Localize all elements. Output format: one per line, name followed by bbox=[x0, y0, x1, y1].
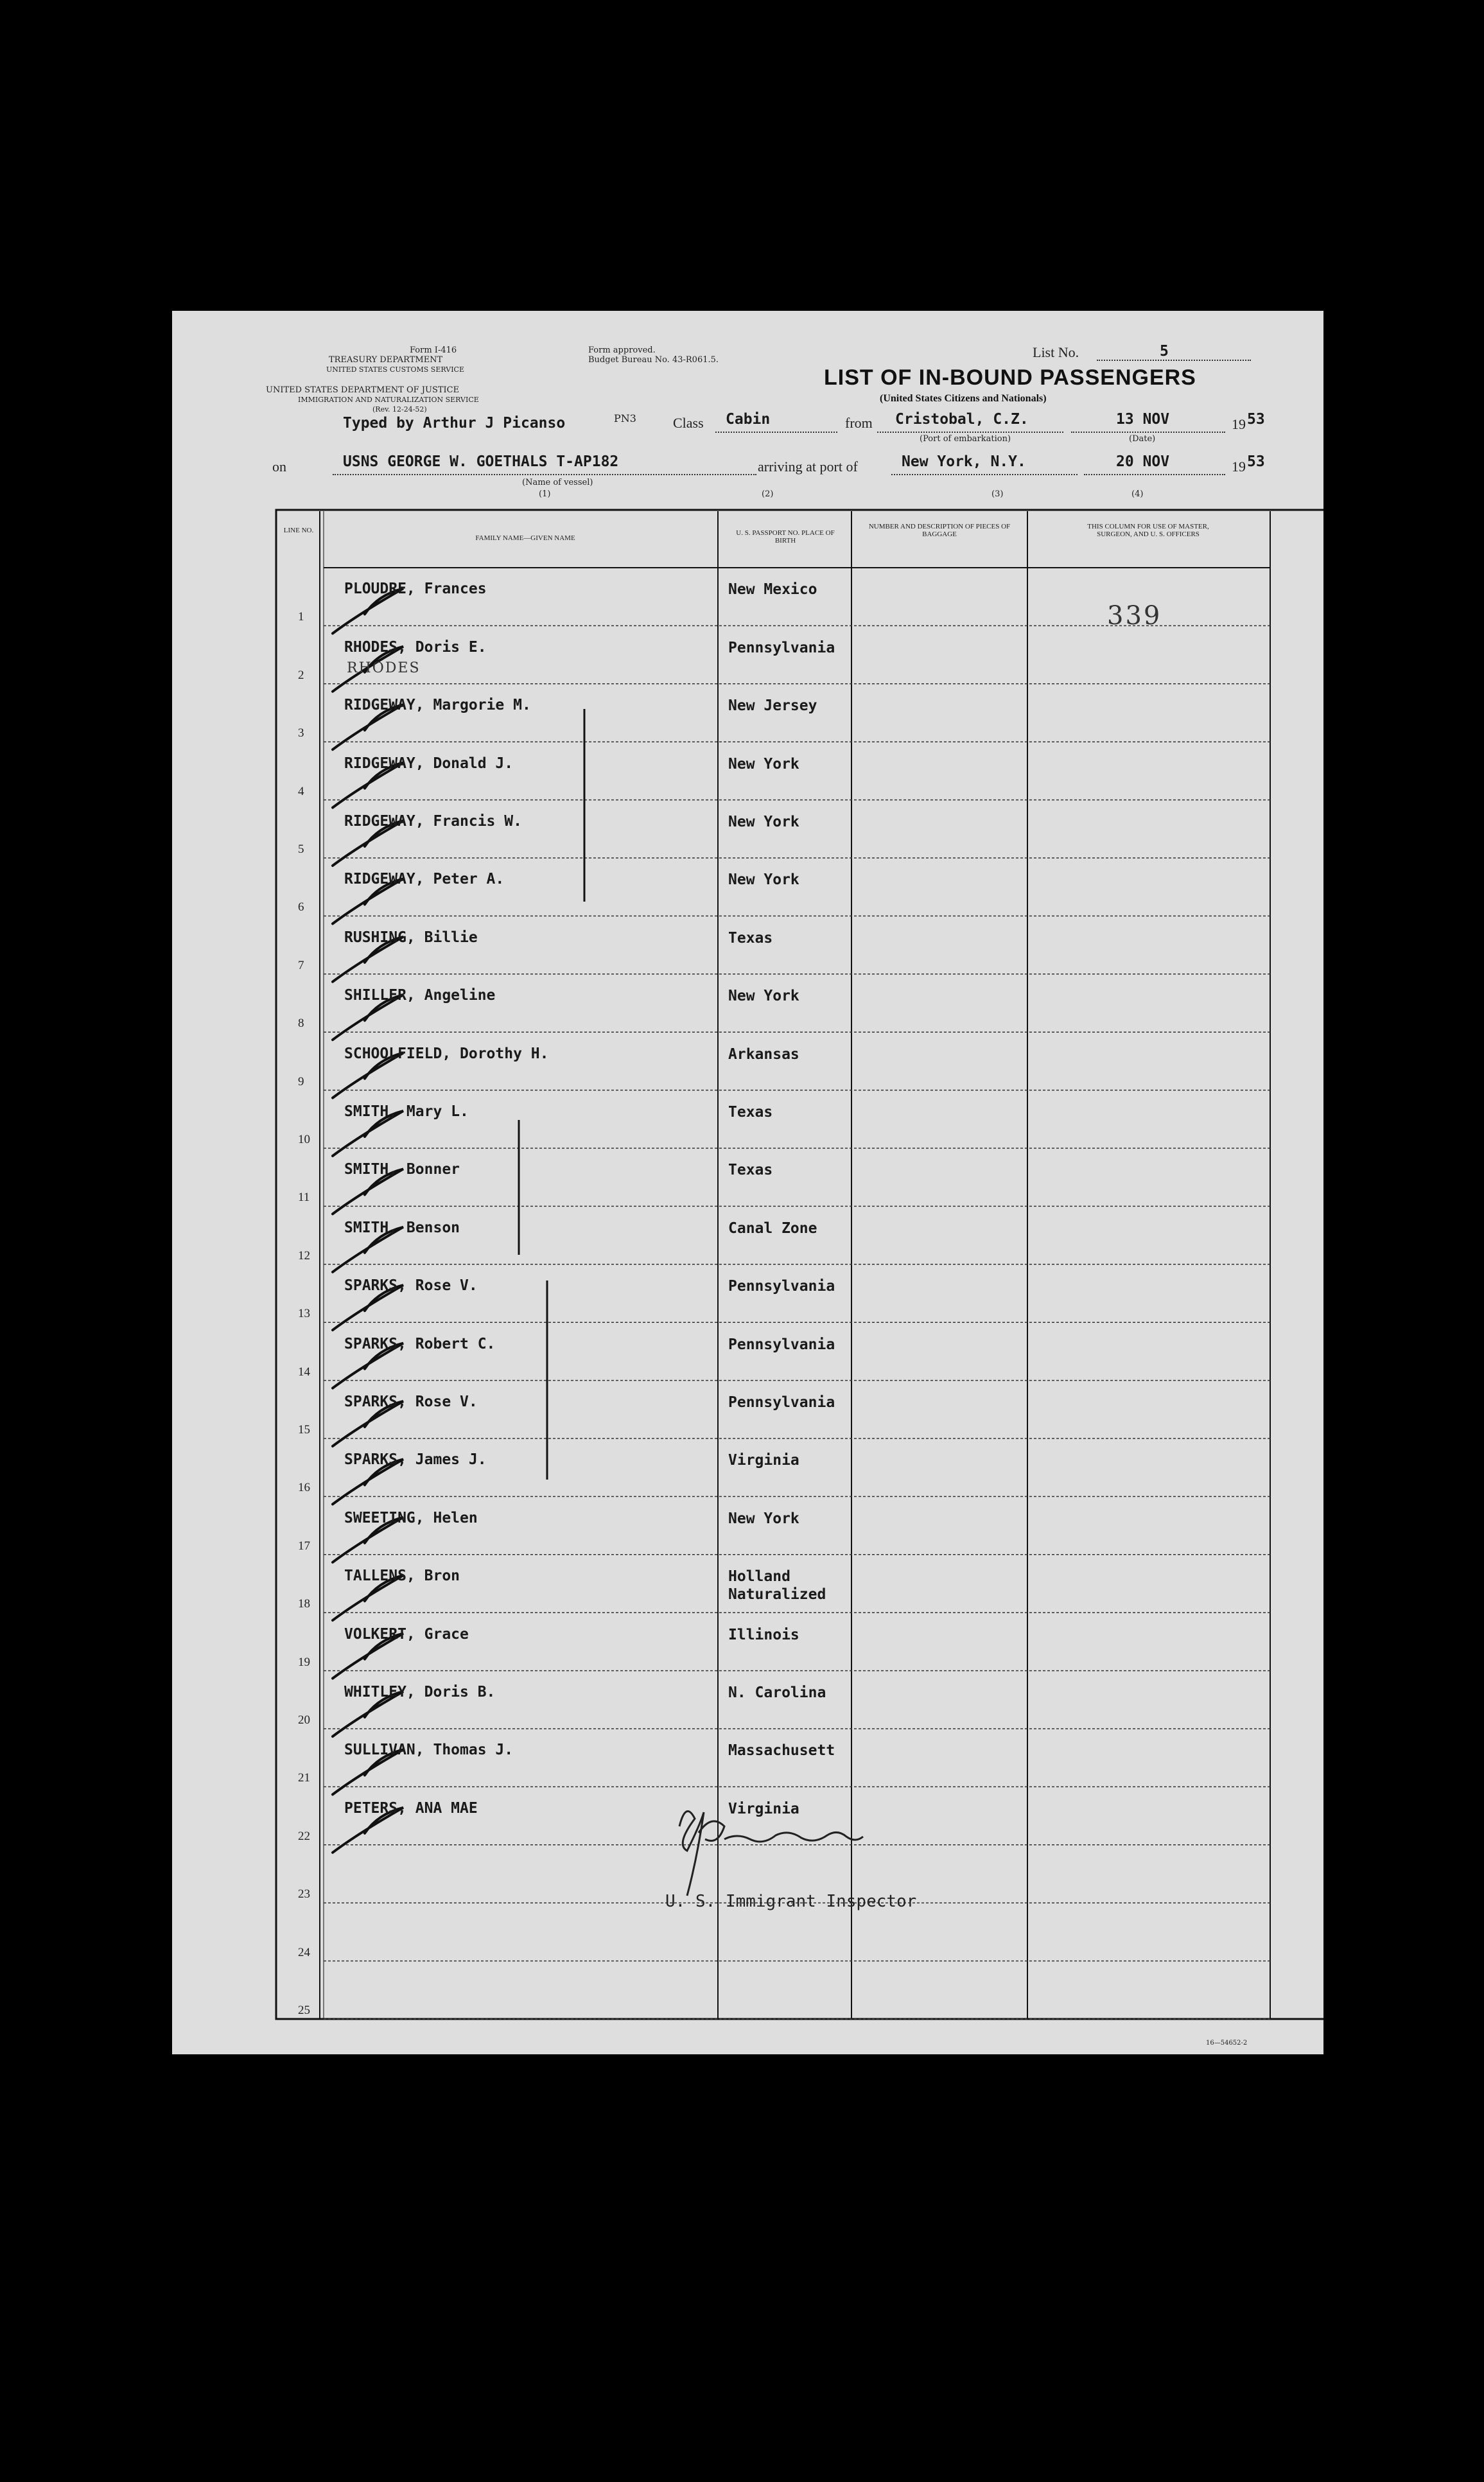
embark-year: 53 bbox=[1247, 411, 1265, 428]
line-number: 18 bbox=[298, 1597, 310, 1611]
class-label: Class bbox=[673, 415, 704, 431]
line-number: 2 bbox=[298, 668, 304, 682]
line-number: 19 bbox=[298, 1655, 310, 1669]
place-of-birth: New York bbox=[728, 814, 799, 830]
line-number: 10 bbox=[298, 1133, 310, 1146]
line-number: 16 bbox=[298, 1481, 310, 1495]
arriving-label: arriving at port of bbox=[758, 459, 858, 475]
line-number: 12 bbox=[298, 1248, 310, 1263]
line-number: 5 bbox=[298, 843, 304, 856]
passenger-name: SCHOOLFIELD, Dorothy H. bbox=[344, 1045, 549, 1062]
line-number: 24 bbox=[298, 1945, 310, 1959]
col-caption-2: (2) bbox=[762, 489, 774, 499]
passenger-name: RIDGEWAY, Margorie M. bbox=[344, 697, 531, 714]
arrival-port: New York, N.Y. bbox=[902, 453, 1026, 470]
class-value: Cabin bbox=[726, 411, 771, 428]
list-no-value: 5 bbox=[1160, 343, 1169, 360]
col-header-baggage: NUMBER AND DESCRIPTION OF PIECES OF BAGGAGE bbox=[868, 523, 1011, 538]
on-label: on bbox=[272, 459, 286, 475]
line-number: 21 bbox=[298, 1771, 310, 1785]
passenger-name: WHITLEY, Doris B. bbox=[344, 1684, 496, 1700]
place-of-birth: Pennsylvania bbox=[728, 1394, 835, 1411]
from-label: from bbox=[845, 415, 873, 431]
footer-code: 16—54652-2 bbox=[1206, 2040, 1248, 2047]
line-number: 25 bbox=[298, 2004, 310, 2017]
line-number: 13 bbox=[298, 1307, 310, 1321]
place-of-birth: New York bbox=[728, 755, 799, 773]
passenger-name: SMITH, Mary L. bbox=[344, 1103, 469, 1120]
place-of-birth: Arkansas bbox=[728, 1045, 799, 1063]
form-approved: Form approved. bbox=[588, 345, 656, 355]
passenger-name: TALLENS, Bron bbox=[344, 1568, 460, 1585]
passenger-name: PLOUDRE, Frances bbox=[344, 581, 487, 598]
place-of-birth: New York bbox=[728, 988, 799, 1005]
line-number: 1 bbox=[298, 610, 304, 624]
col-caption-1: (1) bbox=[539, 489, 551, 499]
place-of-birth: Virginia bbox=[728, 1452, 799, 1469]
place-of-birth: New Mexico bbox=[728, 581, 817, 599]
col-header-name: FAMILY NAME—GIVEN NAME bbox=[475, 534, 575, 542]
place-of-birth: Pennsylvania bbox=[728, 1278, 835, 1295]
passenger-name: SHILLER, Angeline bbox=[344, 987, 496, 1004]
line-number: 20 bbox=[298, 1713, 310, 1727]
form-subtitle: (United States Citizens and Nationals) bbox=[880, 393, 1047, 404]
line-number: 6 bbox=[298, 900, 304, 914]
place-of-birth: New York bbox=[728, 1510, 799, 1527]
vessel-caption: (Name of vessel) bbox=[522, 478, 593, 487]
year-prefix-2: 19 bbox=[1232, 459, 1246, 475]
treasury-dept: TREASURY DEPARTMENT bbox=[329, 355, 443, 365]
form-title: LIST OF IN-BOUND PASSENGERS bbox=[824, 365, 1196, 390]
passenger-name: SPARKS, Rose V. bbox=[344, 1277, 478, 1295]
place-of-birth: Pennsylvania bbox=[728, 639, 835, 656]
place-of-birth: Massachusett bbox=[728, 1742, 835, 1760]
line-number: 23 bbox=[298, 1887, 310, 1901]
passenger-name: RHODES, Doris E. bbox=[344, 638, 487, 656]
line-number: 8 bbox=[298, 1017, 304, 1031]
passenger-name: VOLKERT, Grace bbox=[344, 1625, 469, 1643]
col-caption-3: (3) bbox=[991, 489, 1004, 499]
line-number: 9 bbox=[298, 1074, 304, 1088]
place-of-birth: Pennsylvania bbox=[728, 1336, 835, 1353]
line-number: 3 bbox=[298, 726, 304, 740]
line-number: 14 bbox=[298, 1365, 310, 1379]
place-of-birth: New York bbox=[728, 871, 799, 889]
passenger-name: RUSHING, Billie bbox=[344, 929, 478, 946]
port-embark-caption: (Port of embarkation) bbox=[920, 434, 1011, 444]
passenger-name: PETERS, ANA MAE bbox=[344, 1799, 478, 1817]
passenger-name: RIDGEWAY, Francis W. bbox=[344, 813, 522, 830]
passenger-name: SULLIVAN, Thomas J. bbox=[344, 1742, 514, 1759]
passenger-name: SWEETING, Helen bbox=[344, 1509, 478, 1526]
passenger-name: RIDGEWAY, Donald J. bbox=[344, 755, 514, 772]
arrival-date: 20 NOV bbox=[1116, 453, 1170, 470]
passenger-name: SPARKS, Robert C. bbox=[344, 1335, 496, 1352]
table-grid bbox=[172, 311, 1323, 2054]
place-of-birth: Illinois bbox=[728, 1626, 799, 1643]
col-header-officers: THIS COLUMN FOR USE OF MASTER, SURGEON, AND U. S. OFFICERS bbox=[1087, 523, 1209, 538]
place-of-birth: N. Carolina bbox=[728, 1684, 826, 1701]
place-of-birth: Texas bbox=[728, 929, 773, 947]
form-revision: (Rev. 12-24-52) bbox=[372, 405, 427, 414]
place-of-birth: Virginia bbox=[728, 1800, 799, 1817]
col-caption-4: (4) bbox=[1131, 489, 1144, 499]
name-correction: RHODES bbox=[347, 660, 421, 676]
arrival-year: 53 bbox=[1247, 453, 1265, 470]
year-prefix: 19 bbox=[1232, 416, 1246, 432]
col-header-line-no: LINE NO. bbox=[283, 527, 314, 534]
line-number: 11 bbox=[298, 1191, 310, 1205]
line-number: 22 bbox=[298, 1829, 310, 1843]
passenger-name: SMITH, Bonner bbox=[344, 1161, 460, 1178]
line-number: 4 bbox=[298, 784, 304, 798]
place-of-birth: Texas bbox=[728, 1104, 773, 1121]
justice-dept: UNITED STATES DEPARTMENT OF JUSTICE bbox=[266, 385, 460, 395]
passenger-name: RIDGEWAY, Peter A. bbox=[344, 871, 505, 888]
place-of-birth: New Jersey bbox=[728, 697, 817, 715]
manifest-page bbox=[172, 311, 1323, 2054]
ins-service: IMMIGRATION AND NATURALIZATION SERVICE bbox=[298, 396, 479, 404]
place-of-birth: Holland Naturalized bbox=[728, 1568, 826, 1604]
passenger-name: SMITH, Benson bbox=[344, 1219, 460, 1236]
embark-date: 13 NOV bbox=[1116, 411, 1170, 428]
date-caption: (Date) bbox=[1129, 434, 1156, 444]
typed-by: Typed by Arthur J Picanso bbox=[343, 415, 566, 432]
from-value: Cristobal, C.Z. bbox=[895, 411, 1029, 428]
inspector-caption: U. S. Immigrant Inspector bbox=[665, 1892, 917, 1911]
line-number: 15 bbox=[298, 1423, 310, 1437]
col-header-birth: U. S. PASSPORT NO. PLACE OF BIRTH bbox=[736, 529, 835, 545]
passenger-name: SPARKS, Rose V. bbox=[344, 1394, 478, 1410]
budget-bureau: Budget Bureau No. 43-R061.5. bbox=[588, 355, 719, 365]
form-number: Form I-416 bbox=[410, 345, 457, 355]
list-no-label: List No. bbox=[1033, 344, 1079, 360]
line-number: 7 bbox=[298, 958, 304, 972]
place-of-birth: Texas bbox=[728, 1162, 773, 1179]
vessel-name: USNS GEORGE W. GOETHALS T-AP182 bbox=[343, 453, 619, 470]
customs-service: UNITED STATES CUSTOMS SERVICE bbox=[326, 365, 464, 374]
line-number: 17 bbox=[298, 1539, 310, 1553]
initials: PN3 bbox=[614, 412, 636, 424]
place-of-birth: Canal Zone bbox=[728, 1219, 817, 1237]
passenger-name: SPARKS, James J. bbox=[344, 1451, 487, 1469]
passenger-count: 339 bbox=[1107, 601, 1162, 631]
